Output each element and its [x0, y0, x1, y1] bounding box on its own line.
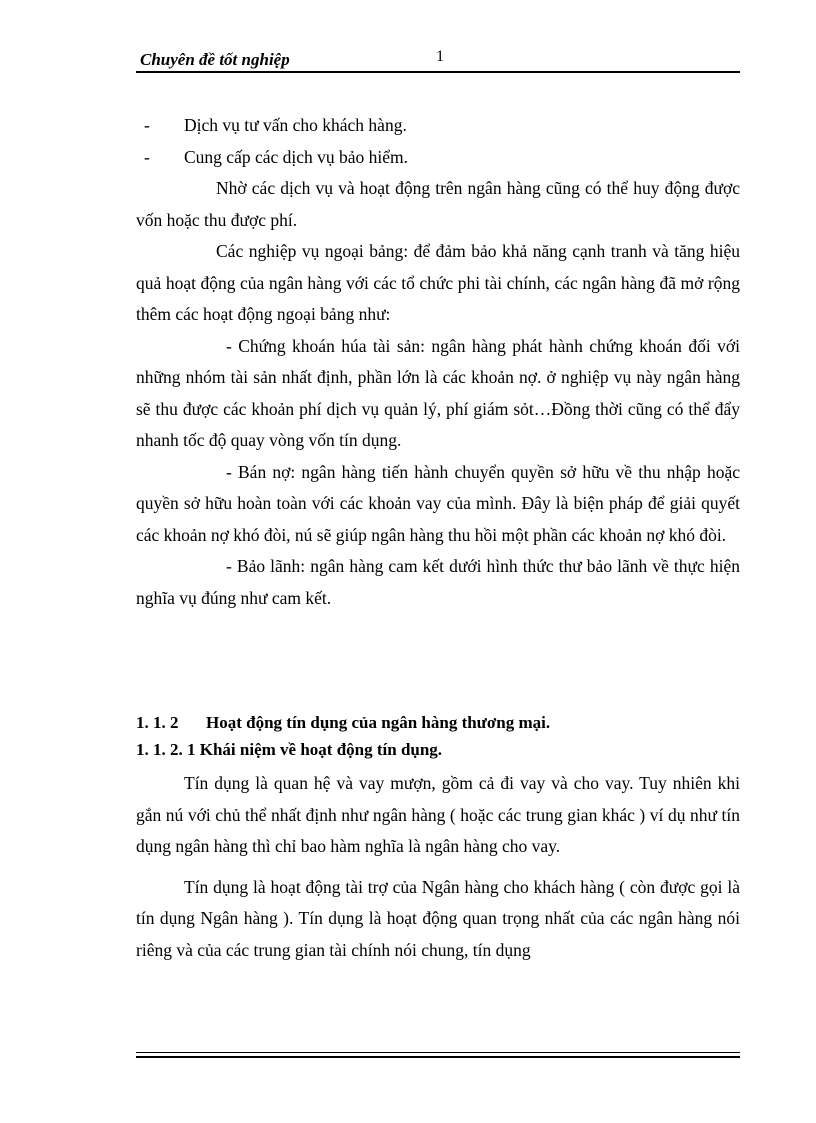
section-number: 1. 1. 2 [136, 713, 179, 732]
paragraph: Tín dụng là hoạt động tài trợ của Ngân hàng cho khách hàng ( còn được gọi là tín dụng Ngân hàng ). Tín dụng là hoạt động quan trọng nhất của các ngân hàng nói riêng và của các trung gian tài chính nói chung, tín dụng [136, 876, 740, 960]
page-header [136, 48, 740, 72]
header-rule [136, 71, 740, 73]
bullet-mark: - [144, 146, 150, 167]
paragraph: - Bán nợ: ngân hàng tiến hành chuyển quyền sở hữu về thu nhập hoặc quyền sở hữu hoàn toàn với các khoản vay của mình. Đây là biện pháp để giải quyết các khoản nợ khó đòi, nú sẽ giúp ngân hàng thu hồi một phần các khoản nợ khó đòi. [136, 461, 740, 545]
bullet-mark: - [144, 115, 150, 135]
paragraph: Tín dụng là quan hệ và vay mượn, gồm cả đi vay và cho vay. Tuy nhiên khi gắn nú với chủ thể nhất định như ngân hàng ( hoặc các trung gian khác ) ví dụ như tín dụng ngân hàng thì chỉ bao hàm nghĩa là ngân hàng cho vay. [136, 773, 740, 856]
section-headings [136, 709, 740, 763]
body-text-2 [136, 768, 740, 966]
bullet-text: Dịch vụ tư vấn cho khách hàng. [184, 115, 407, 135]
body-text [136, 110, 740, 614]
paragraph-gap [136, 863, 740, 872]
bullet-text: Cung cấp các dịch vụ bảo hiểm. [184, 146, 409, 167]
footer-rule [136, 1056, 740, 1058]
section-title: Hoạt động tín dụng của ngân hàng thương mại. [206, 713, 551, 732]
bullet-item [136, 110, 740, 142]
header-title: Chuyên đề tốt nghiệp [140, 50, 290, 69]
paragraph: - Chứng khoán húa tài sản: ngân hàng phát hành chứng khoán đối với những nhóm tài sản nhất định, phần lớn là các khoản nợ. ở nghiệp vụ này ngân hàng sẽ thu được các khoản phí dịch vụ quản lý, phí giám sỏt…Đồng thời cũng có thể đẩy nhanh tốc độ quay vòng vốn tín dụng. [136, 335, 740, 450]
paragraph: - Bảo lãnh: ngân hàng cam kết dưới hình thức thư bảo lãnh về thực hiện nghĩa vụ đúng như cam kết. [136, 556, 740, 608]
paragraph: Nhờ các dịch vụ và hoạt động trên ngân hàng cũng có thể huy động được vốn hoặc thu được phí. [136, 178, 740, 230]
subsection-heading: 1. 1. 2. 1 Khái niệm về hoạt động tín dụng. [136, 740, 443, 759]
footer-rule [136, 1052, 740, 1053]
page-number: 1 [436, 48, 444, 65]
section-heading [136, 709, 740, 736]
bullet-item [136, 142, 740, 174]
paragraph: Các nghiệp vụ ngoại bảng: để đảm bảo khả năng cạnh tranh và tăng hiệu quả hoạt động của ngân hàng với các tổ chức phi tài chính, các ngân hàng đã mở rộng thêm các hoạt động ngoại bảng như: [136, 241, 740, 324]
